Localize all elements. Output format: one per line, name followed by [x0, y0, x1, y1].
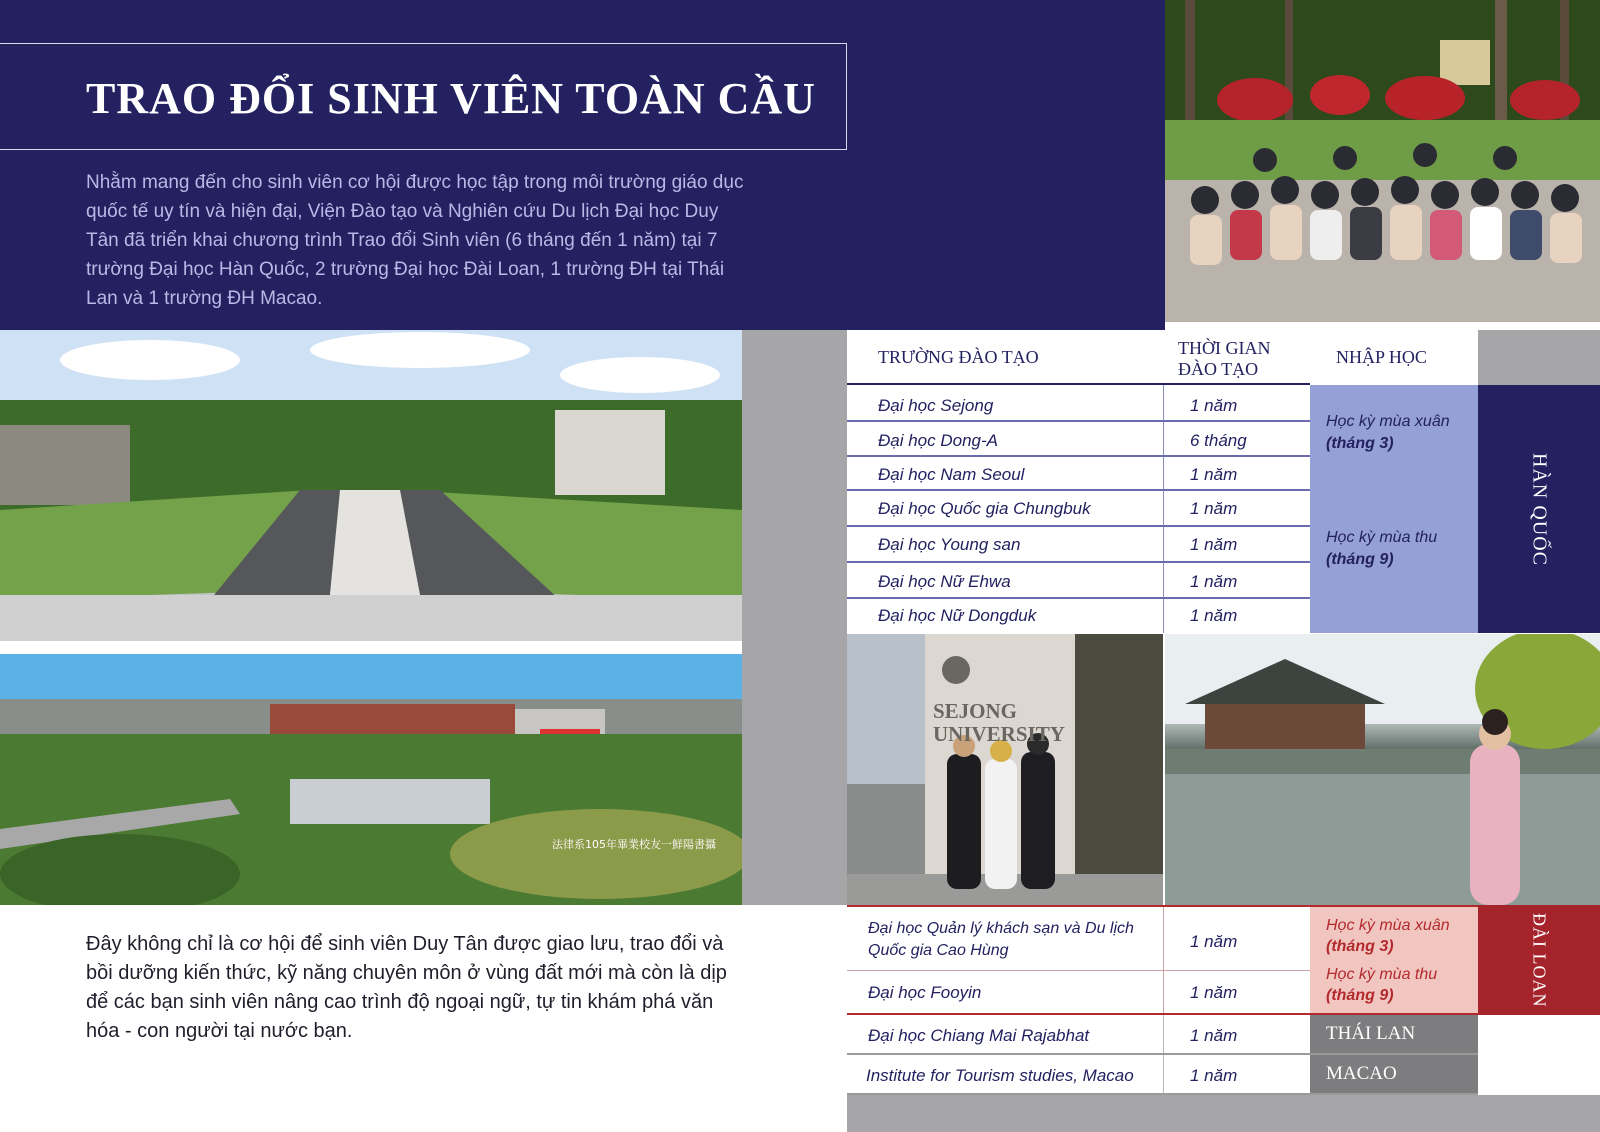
taiwan-intake-fall-label: Học kỳ mùa thu	[1326, 966, 1438, 983]
korea-school-5: Đại học Young san	[878, 535, 1021, 554]
korea-intake-fall	[1326, 527, 1437, 571]
country-taiwan-label-wrap	[1478, 905, 1600, 1015]
taiwan-school-2: Đại học Fooyin	[868, 983, 982, 1002]
footer-gray-band	[847, 1095, 1600, 1132]
korea-duration-2: 6 tháng	[1190, 431, 1247, 450]
taiwan-school-1-line1: Đại học Quản lý khách sạn và Du lịch	[868, 920, 1134, 937]
header-divider	[847, 383, 1310, 385]
korea-school-7: Đại học Nữ Dongduk	[878, 606, 1037, 625]
taiwan-school-1-line2: Quốc gia Cao Hùng	[868, 942, 1009, 959]
korea-duration-6: 1 năm	[1190, 572, 1238, 591]
page-title: TRAO ĐỔI SINH VIÊN TOÀN CẦU	[86, 74, 816, 123]
sejong-sign-line2: UNIVERSITY	[933, 722, 1065, 746]
row-divider	[847, 525, 1310, 527]
gutter-gray	[742, 330, 847, 905]
country-macao-label: MACAO	[1326, 1063, 1397, 1084]
photo-palace-hanbok	[1165, 634, 1600, 905]
thai-duration: 1 năm	[1190, 1026, 1238, 1045]
korea-duration-5: 1 năm	[1190, 535, 1238, 554]
korea-duration-7: 1 năm	[1190, 606, 1238, 625]
macao-school: Institute for Tourism studies, Macao	[866, 1066, 1134, 1085]
photo-caption: 法律系105年畢業校友一鮮陽書攝	[552, 838, 716, 851]
row-divider	[847, 455, 1310, 457]
column-divider	[1163, 385, 1164, 633]
taiwan-duration-2: 1 năm	[1190, 983, 1238, 1002]
taiwan-intake-spring-label: Học kỳ mùa xuân	[1326, 917, 1450, 934]
taiwan-duration-1: 1 năm	[1190, 932, 1238, 951]
header-intake: NHẬP HỌC	[1336, 347, 1427, 367]
korea-duration-3: 1 năm	[1190, 465, 1238, 484]
korea-intake-fall-label: Học kỳ mùa thu	[1326, 529, 1438, 546]
korea-school-1: Đại học Sejong	[878, 396, 994, 415]
taiwan-intake-spring	[1326, 915, 1450, 957]
table-corner-gray	[1478, 330, 1600, 385]
korea-intake-spring-month: (tháng 3)	[1326, 435, 1394, 452]
row-divider	[847, 561, 1310, 563]
country-korea-label-wrap	[1478, 385, 1600, 633]
korea-school-2: Đại học Dong-A	[878, 431, 999, 450]
row-divider	[847, 597, 1310, 599]
korea-intake-fall-month: (tháng 9)	[1326, 551, 1394, 568]
photo-campus-taiwan	[0, 654, 742, 905]
korea-school-3: Đại học Nam Seoul	[878, 465, 1025, 484]
sejong-sign-line1: SEJONG	[933, 699, 1018, 723]
header-duration: THỜI GIAN ĐÀO TẠO	[1178, 338, 1271, 379]
korea-intake-spring-label: Học kỳ mùa xuân	[1326, 413, 1450, 430]
row-divider	[847, 489, 1310, 491]
thai-school: Đại học Chiang Mai Rajabhat	[868, 1026, 1090, 1045]
country-korea-label: HÀN QUỐC	[1528, 452, 1551, 566]
bottom-paragraph: Đây không chỉ là cơ hội để sinh viên Duy Tân được giao lưu, trao đổi và bồi dưỡng kiến thức, kỹ năng chuyên môn ở vùng đất mới mà còn là dịp để các bạn sinh viên nâng cao trình độ ngoại ngữ, tự tin khám phá văn hóa - con người tại nước bạn.	[86, 933, 727, 1042]
intro-paragraph: Nhằm mang đến cho sinh viên cơ hội được học tập trong môi trường giáo dục quốc tế uy tín và hiện đại, Viện Đào tạo và Nghiên cứu Du lịch Đại học Duy Tân đã triển khai chương trình Trao đổi Sinh viên (6 tháng đến 1 năm) tại 7 trường Đại học Hàn Quốc, 2 trường Đại học Đài Loan, 1 trường ĐH tại Thái Lan và 1 trường ĐH Macao.	[86, 172, 744, 309]
taiwan-intake-fall	[1326, 964, 1437, 1006]
korea-intake-spring	[1326, 411, 1450, 455]
country-taiwan-label: ĐÀI LOAN	[1529, 912, 1550, 1008]
taiwan-column-divider	[1163, 907, 1164, 1013]
taiwan-row-divider	[847, 970, 1310, 971]
photo-campus-ehwa	[0, 330, 742, 641]
photo-sejong-university	[847, 634, 1163, 905]
taiwan-intake-fall-month: (tháng 9)	[1326, 987, 1394, 1004]
country-thai-label: THÁI LAN	[1326, 1023, 1416, 1044]
korea-school-6: Đại học Nữ Ehwa	[878, 572, 1011, 591]
photo-students-group	[1165, 0, 1600, 322]
macao-duration: 1 năm	[1190, 1066, 1238, 1085]
sejong-sign-text	[933, 700, 1065, 746]
korea-school-4: Đại học Quốc gia Chungbuk	[878, 499, 1091, 518]
taiwan-intake-spring-month: (tháng 3)	[1326, 938, 1394, 955]
korea-duration-4: 1 năm	[1190, 499, 1238, 518]
header-school: TRƯỜNG ĐÀO TẠO	[878, 347, 1039, 367]
taiwan-school-1	[868, 918, 1134, 962]
korea-duration-1: 1 năm	[1190, 396, 1238, 415]
row-divider	[847, 420, 1310, 422]
